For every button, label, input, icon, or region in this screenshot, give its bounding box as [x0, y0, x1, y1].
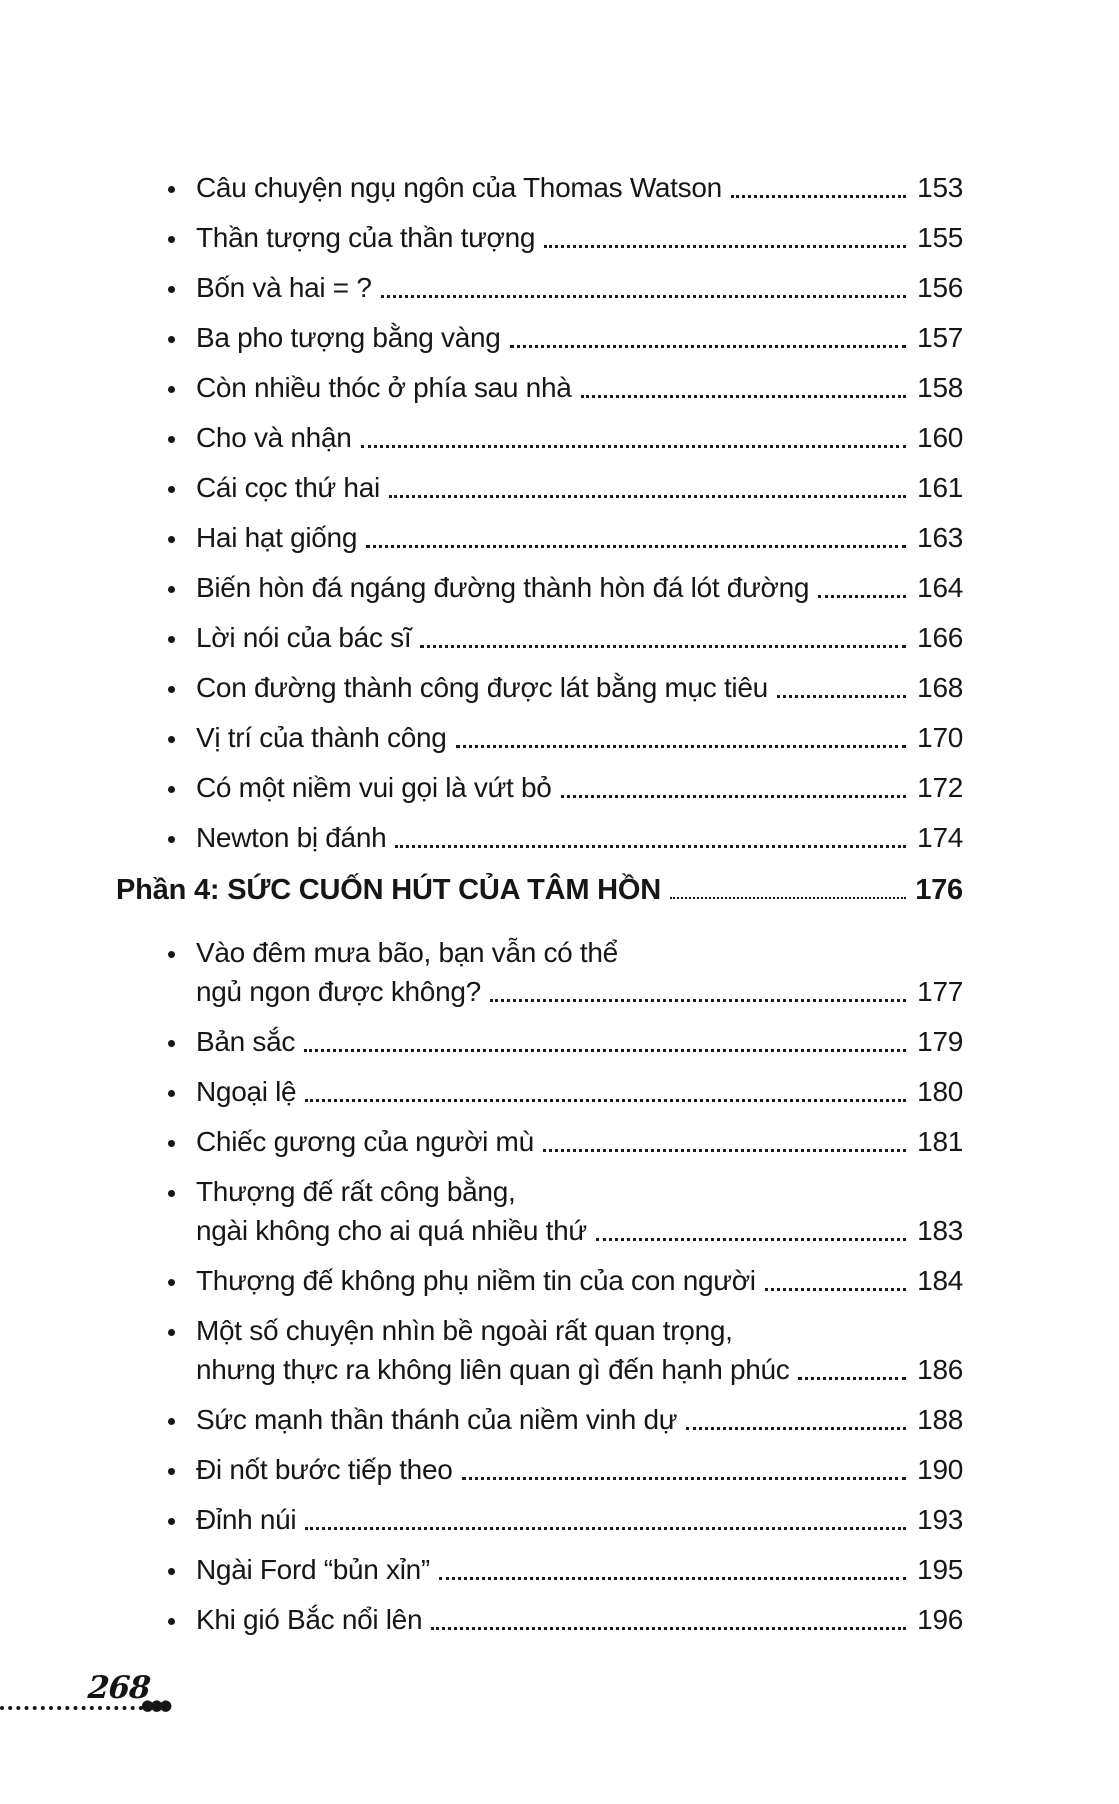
bullet-icon: [168, 286, 196, 306]
toc-entry-line-2: [196, 1348, 963, 1388]
bullet-icon: [168, 1518, 196, 1538]
toc-entry-label: Cái cọc thứ hai: [196, 472, 380, 503]
bullet-dot: [168, 1568, 175, 1575]
bullet-dot: [168, 436, 175, 443]
dot-leader: [818, 595, 906, 598]
toc-entry: [168, 216, 963, 256]
dot-leader: [389, 495, 906, 498]
bullet-icon: [168, 486, 196, 506]
toc-entry-line-2: [196, 1209, 963, 1249]
toc-page-number: 155: [917, 222, 963, 253]
dot-leader: [543, 1149, 906, 1152]
toc-entry: [168, 816, 963, 856]
toc-page-number: 153: [917, 172, 963, 203]
toc-page-number: 177: [917, 976, 963, 1007]
bullet-icon: [168, 1279, 196, 1299]
dot-leader: [798, 1377, 906, 1380]
bullet-dot: [168, 1279, 175, 1286]
toc-entry-line-1: [168, 1170, 963, 1210]
dot-leader: [361, 445, 907, 448]
toc-entry: [168, 1548, 963, 1588]
toc-entry-label: Lời nói của bác sĩ: [196, 622, 412, 653]
dot-leader: [544, 245, 906, 248]
toc-entry-label: Thần tượng của thần tượng: [196, 222, 536, 253]
bullet-icon: [168, 186, 196, 206]
dot-leader: [561, 795, 906, 798]
bullet-dot: [168, 1468, 175, 1475]
dot-leader: [305, 1527, 906, 1530]
toc-entry-label: Thượng đế không phụ niềm tin của con người: [196, 1265, 756, 1296]
dot-leader: [456, 745, 906, 748]
toc-entry: [168, 1448, 963, 1488]
bullet-icon: [168, 786, 196, 806]
toc-entry-label: Con đường thành công được lát bằng mục tiêu: [196, 672, 768, 703]
bullet-icon: [168, 386, 196, 406]
dot-leader: [431, 1627, 906, 1630]
toc-entry: [168, 466, 963, 506]
toc-entry-label: ngủ ngon được không?: [196, 976, 481, 1007]
bullet-dot: [168, 236, 175, 243]
bullet-icon: [168, 1140, 196, 1160]
toc-entry-label: Hai hạt giống: [196, 522, 358, 553]
bullet-icon: [168, 1468, 196, 1488]
bullet-dot: [168, 1518, 175, 1525]
toc-entry: [168, 316, 963, 356]
dot-leader: [305, 1099, 906, 1102]
toc-entry: [168, 716, 963, 756]
dot-leader: [510, 345, 906, 348]
toc-page-number: 193: [917, 1504, 963, 1535]
bullet-dot: [168, 536, 175, 543]
toc-section-header: [116, 868, 963, 908]
toc-entry: [168, 1259, 963, 1299]
bullet-icon: [168, 536, 196, 556]
bullet-dot: [168, 686, 175, 693]
bullet-dot: [168, 636, 175, 643]
toc-entry: [168, 1498, 963, 1538]
toc-entry-label: Đỉnh núi: [196, 1504, 297, 1535]
toc-entry-label: Cho và nhận: [196, 422, 352, 453]
toc-page-number: 157: [917, 322, 963, 353]
toc-page-number: 180: [917, 1076, 963, 1107]
toc-page-number: 161: [917, 472, 963, 503]
toc-entry-label: Thượng đế rất công bằng,: [196, 1176, 516, 1207]
dot-leader: [596, 1238, 906, 1241]
toc-entry-label: Sức mạnh thần thánh của niềm vinh dự: [196, 1404, 678, 1435]
dot-leader: [686, 1427, 906, 1430]
toc-entry-label: ngài không cho ai quá nhiều thứ: [196, 1215, 587, 1246]
toc-page-number: 160: [917, 422, 963, 453]
bullet-icon: [168, 1190, 196, 1210]
footer-end-dots-icon: ●●●: [141, 1696, 169, 1714]
bullet-dot: [168, 1040, 175, 1047]
dot-leader: [439, 1577, 906, 1580]
bullet-dot: [168, 1190, 175, 1197]
toc-entry: [168, 516, 963, 556]
bullet-dot: [168, 1418, 175, 1425]
toc-page-number: 184: [917, 1265, 963, 1296]
toc-entry: [168, 1120, 963, 1160]
toc-entry-label: Newton bị đánh: [196, 822, 387, 853]
toc-entry-label: Ba pho tượng bằng vàng: [196, 322, 501, 353]
dot-leader: [765, 1288, 906, 1291]
toc-entry-line-2: [196, 970, 963, 1010]
folio-page-number: 268: [86, 1670, 151, 1706]
bullet-icon: [168, 836, 196, 856]
toc-entry-label: Biến hòn đá ngáng đường thành hòn đá lót đường: [196, 572, 810, 603]
bullet-icon: [168, 1329, 196, 1349]
toc-page-number: 183: [917, 1215, 963, 1246]
bullet-dot: [168, 786, 175, 793]
bullet-icon: [168, 1040, 196, 1060]
toc-entry: [168, 366, 963, 406]
toc-entry-label: nhưng thực ra không liên quan gì đến hạnh phúc: [196, 1354, 790, 1385]
footer-dotted-rule: [0, 1696, 175, 1716]
toc-page-number: 166: [917, 622, 963, 653]
toc-entry: [168, 1598, 963, 1638]
toc-entry-label: Chiếc gương của người mù: [196, 1126, 534, 1157]
bullet-dot: [168, 486, 175, 493]
toc-entry-label: Bốn và hai = ?: [196, 272, 372, 303]
toc-page-number: 186: [917, 1354, 963, 1385]
dot-leader: [731, 195, 906, 198]
toc-page-number: 179: [917, 1026, 963, 1057]
toc-entry-label: Câu chuyện ngụ ngôn của Thomas Watson: [196, 172, 722, 203]
toc-page-number: 156: [917, 272, 963, 303]
dot-leader: [420, 645, 906, 648]
toc-page-number: 174: [917, 822, 963, 853]
toc-entry-line-1: [168, 1309, 963, 1349]
bullet-icon: [168, 736, 196, 756]
bullet-dot: [168, 286, 175, 293]
dot-leader: [395, 845, 906, 848]
dot-leader: [462, 1477, 906, 1480]
bullet-icon: [168, 586, 196, 606]
toc-entry-label: Ngài Ford “bủn xỉn”: [196, 1554, 430, 1585]
toc-entry-label: Khi gió Bắc nổi lên: [196, 1604, 423, 1635]
toc-entry: [168, 1020, 963, 1060]
dot-leader: [381, 295, 906, 298]
toc-section-label: Phần 4: SỨC CUỐN HÚT CỦA TÂM HỒN: [116, 874, 662, 906]
bullet-icon: [168, 336, 196, 356]
toc-entry: [168, 1070, 963, 1110]
toc-page-number: 195: [917, 1554, 963, 1585]
toc-page-number: 164: [917, 572, 963, 603]
toc-entry-label: Vị trí của thành công: [196, 722, 447, 753]
toc-page-number: 163: [917, 522, 963, 553]
bullet-dot: [168, 186, 175, 193]
bullet-dot: [168, 836, 175, 843]
toc-page-number: 170: [917, 722, 963, 753]
footer-dots-line: [0, 1706, 143, 1710]
toc-page-number: 158: [917, 372, 963, 403]
toc-entry: [168, 566, 963, 606]
bullet-dot: [168, 1618, 175, 1625]
toc-entry: [168, 266, 963, 306]
toc-entry-label: Một số chuyện nhìn bề ngoài rất quan trọng,: [196, 1315, 733, 1346]
dot-leader: [777, 695, 906, 698]
toc-page-number: 168: [917, 672, 963, 703]
dot-leader: [366, 545, 906, 548]
toc-entry-label: Bản sắc: [196, 1026, 296, 1057]
bullet-dot: [168, 1329, 175, 1336]
toc-entry: [168, 666, 963, 706]
toc-entry: [168, 416, 963, 456]
bullet-dot: [168, 951, 175, 958]
bullet-dot: [168, 1090, 175, 1097]
dot-leader: [490, 999, 906, 1002]
bullet-dot: [168, 736, 175, 743]
bullet-icon: [168, 636, 196, 656]
bullet-icon: [168, 951, 196, 971]
toc-page-number: 188: [917, 1404, 963, 1435]
dot-leader: [304, 1049, 906, 1052]
dot-leader: [581, 395, 907, 398]
toc-page-number: 196: [917, 1604, 963, 1635]
bullet-icon: [168, 236, 196, 256]
bullet-icon: [168, 1618, 196, 1638]
bullet-icon: [168, 1418, 196, 1438]
toc-page-number: 181: [917, 1126, 963, 1157]
toc-page-number: 190: [917, 1454, 963, 1485]
toc-entry: [168, 616, 963, 656]
bullet-icon: [168, 1568, 196, 1588]
bullet-dot: [168, 586, 175, 593]
toc-page-number: 176: [915, 874, 963, 906]
toc-entry-label: Ngoại lệ: [196, 1076, 297, 1107]
toc-entry: [168, 166, 963, 206]
toc-entry-label: Có một niềm vui gọi là vứt bỏ: [196, 772, 552, 803]
toc-page-number: 172: [917, 772, 963, 803]
toc-entry: [168, 766, 963, 806]
toc-entry-line-1: [168, 931, 963, 971]
bullet-icon: [168, 1090, 196, 1110]
toc-entry-label: Đi nốt bước tiếp theo: [196, 1454, 453, 1485]
toc-entry-label: Vào đêm mưa bão, bạn vẫn có thể: [196, 937, 618, 968]
bullet-icon: [168, 686, 196, 706]
dot-leader: [670, 897, 906, 899]
bullet-dot: [168, 386, 175, 393]
bullet-dot: [168, 336, 175, 343]
bullet-icon: [168, 436, 196, 456]
toc-entry: [168, 1398, 963, 1438]
toc-entry-label: Còn nhiều thóc ở phía sau nhà: [196, 372, 572, 403]
bullet-dot: [168, 1140, 175, 1147]
